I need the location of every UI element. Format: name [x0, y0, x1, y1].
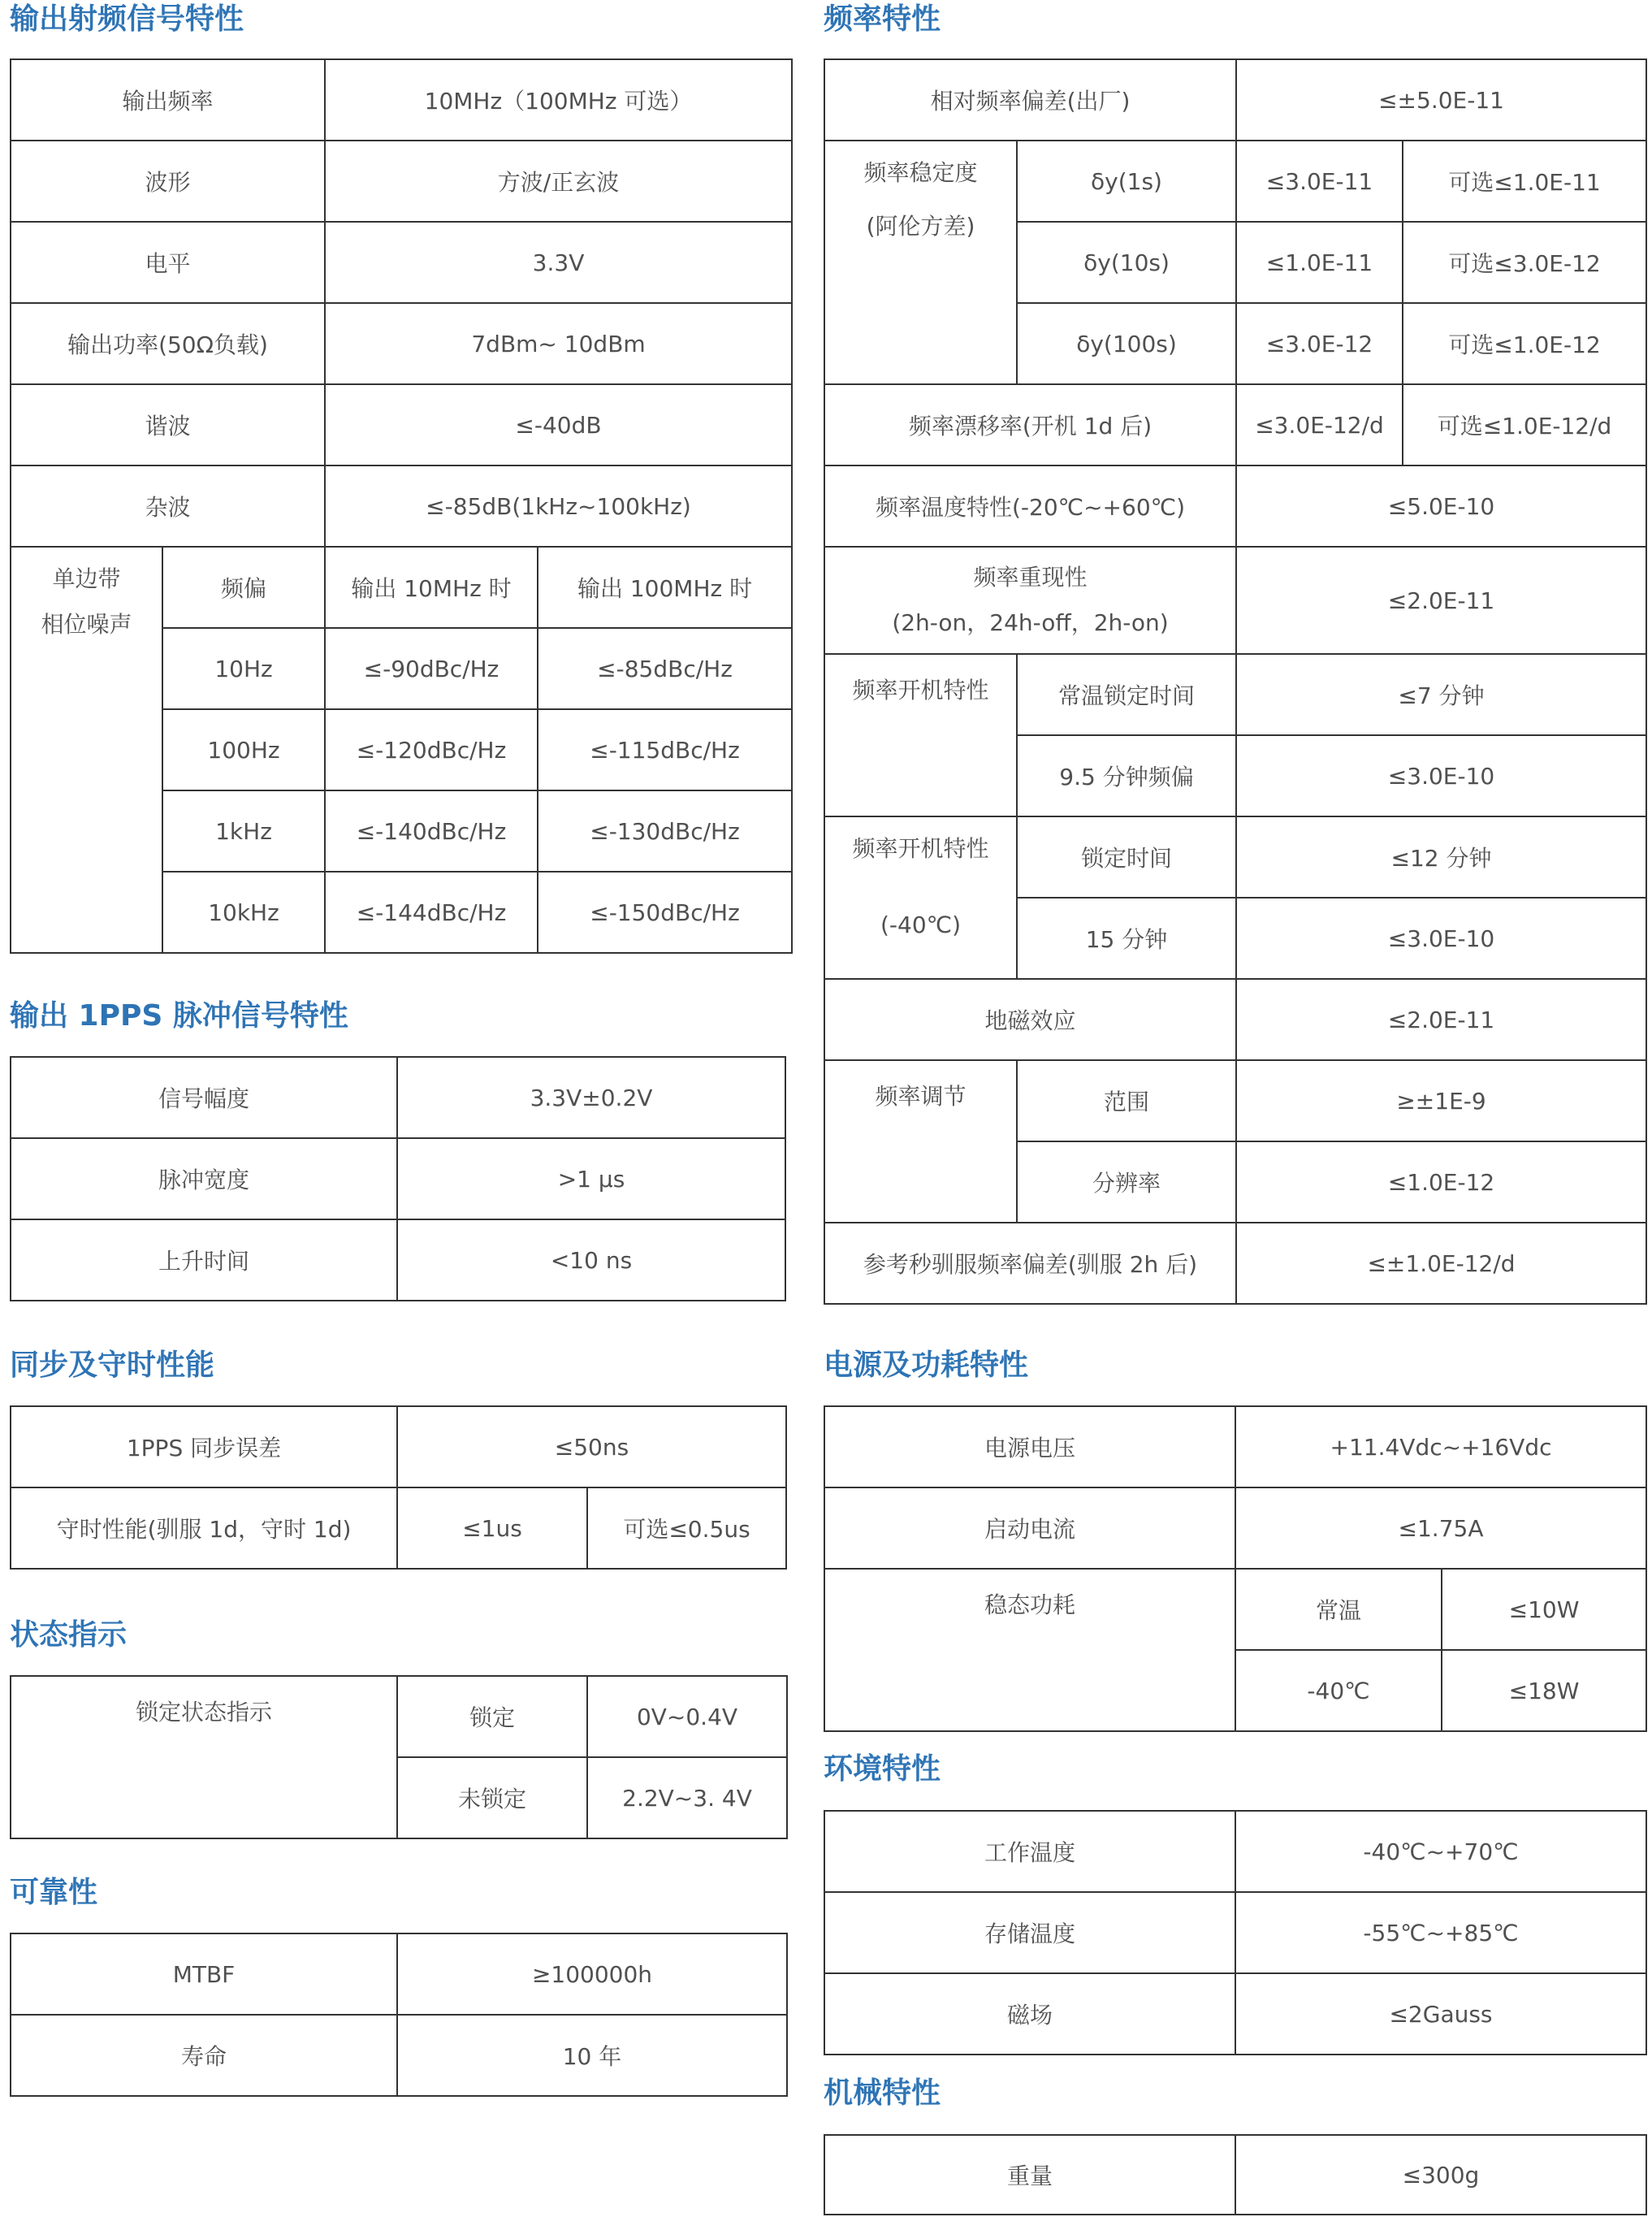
stability-tau: δy(1s)	[1017, 141, 1236, 222]
row-value: -55℃~+85℃	[1235, 1892, 1646, 1973]
row-value: 10 年	[397, 2015, 787, 2096]
table-row	[824, 816, 1646, 898]
stability-value: ≤3.0E-12	[1236, 303, 1403, 384]
adjust-label: 频率调节	[824, 1060, 1017, 1223]
pps-section-title: 输出 1PPS 脉冲信号特性	[10, 999, 348, 1033]
row-label: 参考秒驯服频率偏差(驯服 2h 后)	[824, 1223, 1236, 1304]
adjust-item: 范围	[1017, 1060, 1236, 1141]
adjust-item: 分辨率	[1017, 1141, 1236, 1223]
row-label: 输出频率	[11, 59, 325, 141]
table-row	[824, 979, 1646, 1060]
row-value: ≤2.0E-11	[1236, 979, 1646, 1060]
table-cell: ≤-140dBc/Hz	[325, 790, 538, 872]
table-cell: ≤-115dBc/Hz	[538, 709, 792, 790]
row-value: ≤300g	[1235, 2135, 1646, 2215]
adjust-value: ≤1.0E-12	[1236, 1141, 1646, 1223]
table-cell: ≤-130dBc/Hz	[538, 790, 792, 872]
row-value: ≤-40dB	[325, 384, 792, 465]
row-value: ≤-85dB(1kHz~100kHz)	[325, 465, 792, 547]
table-row	[824, 1406, 1646, 1487]
table-row	[824, 1973, 1646, 2055]
reliability-section-title: 可靠性	[10, 1876, 98, 1909]
warmup-value: ≤3.0E-10	[1236, 898, 1646, 979]
row-value: ≤±1.0E-12/d	[1236, 1223, 1646, 1304]
power-section-title: 电源及功耗特性	[824, 1349, 1029, 1382]
row-label: 寿命	[11, 2015, 397, 2096]
row-value: >1 μs	[397, 1138, 785, 1219]
row-label: 电源电压	[824, 1406, 1235, 1487]
row-label: 磁场	[824, 1973, 1235, 2055]
table-row	[824, 1569, 1646, 1650]
table-cell: ≤-90dBc/Hz	[325, 628, 538, 709]
row-option: 可选≤0.5us	[587, 1487, 786, 1569]
warmup-value: ≤12 分钟	[1236, 816, 1646, 898]
row-value: -40℃~+70℃	[1235, 1811, 1646, 1892]
row-value: ≤3.0E-12/d	[1236, 384, 1403, 465]
row-label: 地磁效应	[824, 979, 1236, 1060]
row-option: 可选≤1.0E-12/d	[1403, 384, 1646, 465]
rf-signal-table	[10, 58, 793, 954]
warmup-item: 9.5 分钟频偏	[1017, 735, 1236, 816]
row-value: ≤5.0E-10	[1236, 465, 1646, 547]
row-value: 7dBm~ 10dBm	[325, 303, 792, 384]
column-header: 输出 100MHz 时	[538, 547, 792, 628]
rf-section-title: 输出射频信号特性	[10, 2, 244, 36]
table-row	[824, 2135, 1646, 2215]
table-row	[824, 384, 1646, 465]
table-row	[824, 1811, 1646, 1892]
row-value: 3.3V±0.2V	[397, 1057, 785, 1138]
row-label: 波形	[11, 141, 325, 222]
row-value: 3.3V	[325, 222, 792, 303]
row-label: 相对频率偏差(出厂)	[824, 59, 1236, 141]
row-label: 上升时间	[11, 1219, 397, 1301]
table-row	[824, 654, 1646, 735]
column-header: 频偏	[162, 547, 325, 628]
table-row	[11, 1219, 785, 1301]
table-row	[824, 1223, 1646, 1304]
status-section-title: 状态指示	[10, 1618, 128, 1652]
row-label: MTBF	[11, 1933, 397, 2015]
pps-signal-table	[10, 1056, 786, 1301]
stability-label-line2: (阿伦方差)	[866, 212, 975, 240]
row-value: ≤1.75A	[1235, 1487, 1646, 1569]
lock-voltage: 2.2V~3. 4V	[587, 1757, 787, 1838]
row-label: 输出功率(50Ω负载)	[11, 303, 325, 384]
stability-label-line1: 频率稳定度	[863, 159, 978, 186]
table-row	[11, 59, 792, 141]
warmup-cold-label	[824, 816, 1017, 979]
stability-label	[824, 141, 1017, 384]
row-label: 谐波	[11, 384, 325, 465]
table-row	[11, 2015, 787, 2096]
stability-value: ≤3.0E-11	[1236, 141, 1403, 222]
ssb-label-line2: 相位噪声	[41, 610, 132, 638]
table-cell: 100Hz	[162, 709, 325, 790]
sync-performance-table	[10, 1405, 787, 1570]
warmup-cold-label-line2: (-40℃)	[880, 911, 962, 938]
adjust-value: ≥±1E-9	[1236, 1060, 1646, 1141]
row-value: ≤2.0E-11	[1236, 547, 1646, 654]
table-cell: ≤-150dBc/Hz	[538, 872, 792, 953]
consumption-value: ≤18W	[1442, 1650, 1646, 1731]
table-row	[11, 384, 792, 465]
freq-characteristics-table	[824, 58, 1647, 1305]
row-value: ≤±5.0E-11	[1236, 59, 1646, 141]
row-label: 杂波	[11, 465, 325, 547]
table-row	[11, 141, 792, 222]
warmup-item: 15 分钟	[1017, 898, 1236, 979]
table-row	[824, 547, 1646, 654]
sync-section-title: 同步及守时性能	[10, 1349, 215, 1382]
table-row	[11, 1138, 785, 1219]
table-cell: 10Hz	[162, 628, 325, 709]
warmup-item: 锁定时间	[1017, 816, 1236, 898]
table-row	[11, 1933, 787, 2015]
stability-tau: δy(100s)	[1017, 303, 1236, 384]
table-row	[11, 222, 792, 303]
repro-label	[824, 547, 1236, 654]
stability-tau: δy(10s)	[1017, 222, 1236, 303]
stability-option: 可选≤3.0E-12	[1403, 222, 1646, 303]
stability-option: 可选≤1.0E-11	[1403, 141, 1646, 222]
row-label: 频率漂移率(开机 1d 后)	[824, 384, 1236, 465]
row-value: ≥100000h	[397, 1933, 787, 2015]
warmup-value: ≤7 分钟	[1236, 654, 1646, 735]
consumption-cond: 常温	[1235, 1569, 1442, 1650]
row-value: 方波/正玄波	[325, 141, 792, 222]
row-value: +11.4Vdc~+16Vdc	[1235, 1406, 1646, 1487]
lock-voltage: 0V~0.4V	[587, 1676, 787, 1757]
table-row	[11, 547, 792, 628]
row-value: <10 ns	[397, 1219, 785, 1301]
repro-label-line1: 频率重现性	[973, 564, 1088, 591]
table-cell: 1kHz	[162, 790, 325, 872]
warmup-cold-label-line1: 频率开机特性	[852, 835, 989, 862]
mechanical-table	[824, 2134, 1647, 2215]
row-label: 脉冲宽度	[11, 1138, 397, 1219]
row-label: 电平	[11, 222, 325, 303]
mech-section-title: 机械特性	[824, 2076, 941, 2110]
row-value: ≤1us	[397, 1487, 587, 1569]
row-label: 守时性能(驯服 1d，守时 1d)	[11, 1487, 397, 1569]
lock-state: 未锁定	[397, 1757, 587, 1838]
consumption-cond: -40℃	[1235, 1650, 1442, 1731]
consumption-value: ≤10W	[1442, 1569, 1646, 1650]
table-cell: ≤-85dBc/Hz	[538, 628, 792, 709]
repro-label-line2: (2h-on，24h-off，2h-on)	[892, 609, 1169, 636]
table-row	[11, 1676, 787, 1757]
row-label: 启动电流	[824, 1487, 1235, 1569]
status-indicator-table	[10, 1675, 788, 1839]
row-label: 信号幅度	[11, 1057, 397, 1138]
ssb-phase-noise-label	[11, 547, 162, 953]
row-value: ≤50ns	[397, 1406, 786, 1487]
power-table	[824, 1405, 1647, 1732]
row-label: 存储温度	[824, 1892, 1235, 1973]
row-label: 重量	[824, 2135, 1235, 2215]
lock-status-label: 锁定状态指示	[11, 1676, 397, 1838]
warmup-item: 常温锁定时间	[1017, 654, 1236, 735]
table-row	[11, 1406, 786, 1487]
table-row	[824, 1487, 1646, 1569]
table-row	[11, 1057, 785, 1138]
column-header: 输出 10MHz 时	[325, 547, 538, 628]
warmup-value: ≤3.0E-10	[1236, 735, 1646, 816]
table-cell: ≤-120dBc/Hz	[325, 709, 538, 790]
table-row	[11, 465, 792, 547]
warmup-label: 频率开机特性	[824, 654, 1017, 816]
table-row	[824, 1892, 1646, 1973]
env-section-title: 环境特性	[824, 1752, 941, 1786]
reliability-table	[10, 1933, 788, 2097]
stability-option: 可选≤1.0E-12	[1403, 303, 1646, 384]
freq-section-title: 频率特性	[824, 2, 941, 36]
row-value: 10MHz（100MHz 可选）	[325, 59, 792, 141]
row-value: ≤2Gauss	[1235, 1973, 1646, 2055]
row-label: 1PPS 同步误差	[11, 1406, 397, 1487]
consumption-label: 稳态功耗	[824, 1569, 1235, 1731]
ssb-label-line1: 单边带	[52, 565, 121, 592]
table-row	[824, 141, 1646, 222]
lock-state: 锁定	[397, 1676, 587, 1757]
table-cell: 10kHz	[162, 872, 325, 953]
environment-table	[824, 1810, 1647, 2055]
row-label: 工作温度	[824, 1811, 1235, 1892]
table-row	[824, 465, 1646, 547]
stability-value: ≤1.0E-11	[1236, 222, 1403, 303]
table-row	[824, 59, 1646, 141]
table-row	[824, 1060, 1646, 1141]
row-label: 频率温度特性(-20℃~+60℃)	[824, 465, 1236, 547]
table-row	[11, 1487, 786, 1569]
table-cell: ≤-144dBc/Hz	[325, 872, 538, 953]
table-row	[11, 303, 792, 384]
